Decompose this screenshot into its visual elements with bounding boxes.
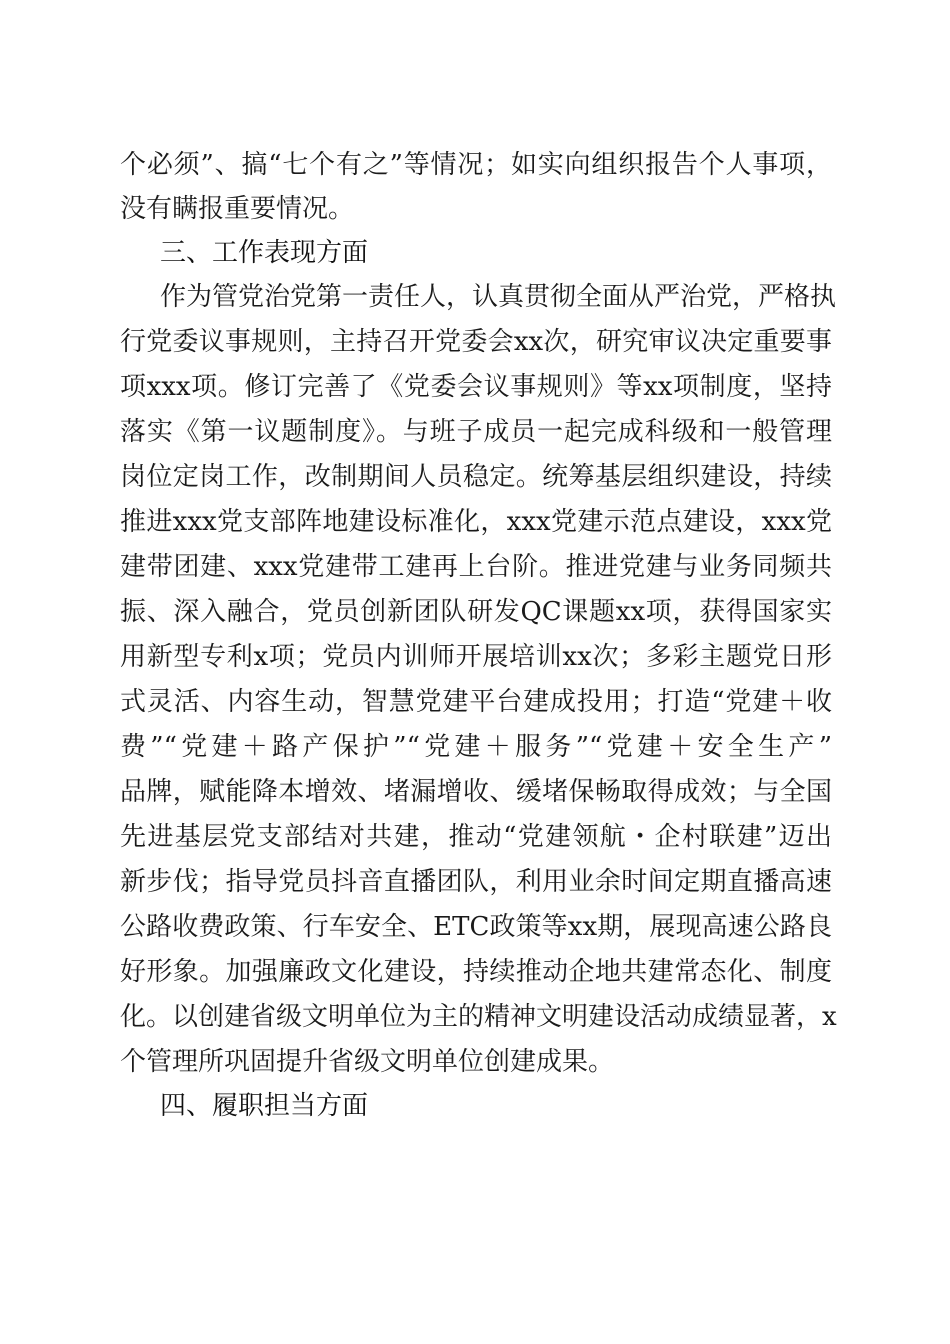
section-3-line-4: 落实《第一议题制度》。与班子成员一起完成科级和一般管理 [120,417,832,447]
section-3-line-14: 新步伐；指导党员抖音直播团队，利用业余时间定期直播高速 [120,867,832,897]
section-3-line-18: 个管理所巩固提升省级文明单位创建成果。 [120,1047,615,1077]
section-3-line-6: 推进xxx党支部阵地建设标准化，xxx党建示范点建设，xxx党 [120,507,832,537]
section-3-line-7: 建带团建、xxx党建带工建再上台阶。推进党建与业务同频共 [120,552,832,582]
section-3-line-2: 行党委议事规则，主持召开党委会xx次，研究审议决定重要事 [120,327,832,357]
section-3-line-1: 作为管党治党第一责任人，认真贯彻全面从严治党，严格执 [160,282,837,312]
section-3-heading: 三、工作表现方面 [160,238,369,268]
section-3-line-17: 化。以创建省级文明单位为主的精神文明建设活动成绩显著，x [120,1002,837,1032]
intro-line-2: 没有瞒报重要情况。 [120,194,355,224]
section-3-line-5: 岗位定岗工作，改制期间人员稳定。统筹基层组织建设，持续 [120,462,832,492]
section-3-line-16: 好形象。加强廉政文化建设，持续推动企地共建常态化、制度 [120,957,832,987]
intro-line-1: 个必须”、搞“七个有之”等情况；如实向组织报告个人事项， [120,150,832,180]
section-3-line-11: 费”“党建＋路产保护”“党建＋服务”“党建＋安全生产” [120,732,832,762]
section-3-line-3: 项xxx项。修订完善了《党委会议事规则》等xx项制度，坚持 [120,372,832,402]
section-3-line-15: 公路收费政策、行车安全、ETC政策等xx期，展现高速公路良 [120,912,832,942]
section-3-line-13: 先进基层党支部结对共建，推动“党建领航・企村联建”迈出 [120,822,832,852]
section-4-heading: 四、履职担当方面 [160,1091,369,1121]
section-3-line-10: 式灵活、内容生动，智慧党建平台建成投用；打造“党建＋收 [120,687,832,717]
section-3-line-12: 品牌，赋能降本增效、堵漏增收、缓堵保畅取得成效；与全国 [120,777,832,807]
section-3-line-9: 用新型专利x项；党员内训师开展培训xx次；多彩主题党日形 [120,642,832,672]
section-3-line-8: 振、深入融合，党员创新团队研发QC课题xx项，获得国家实 [120,597,832,627]
